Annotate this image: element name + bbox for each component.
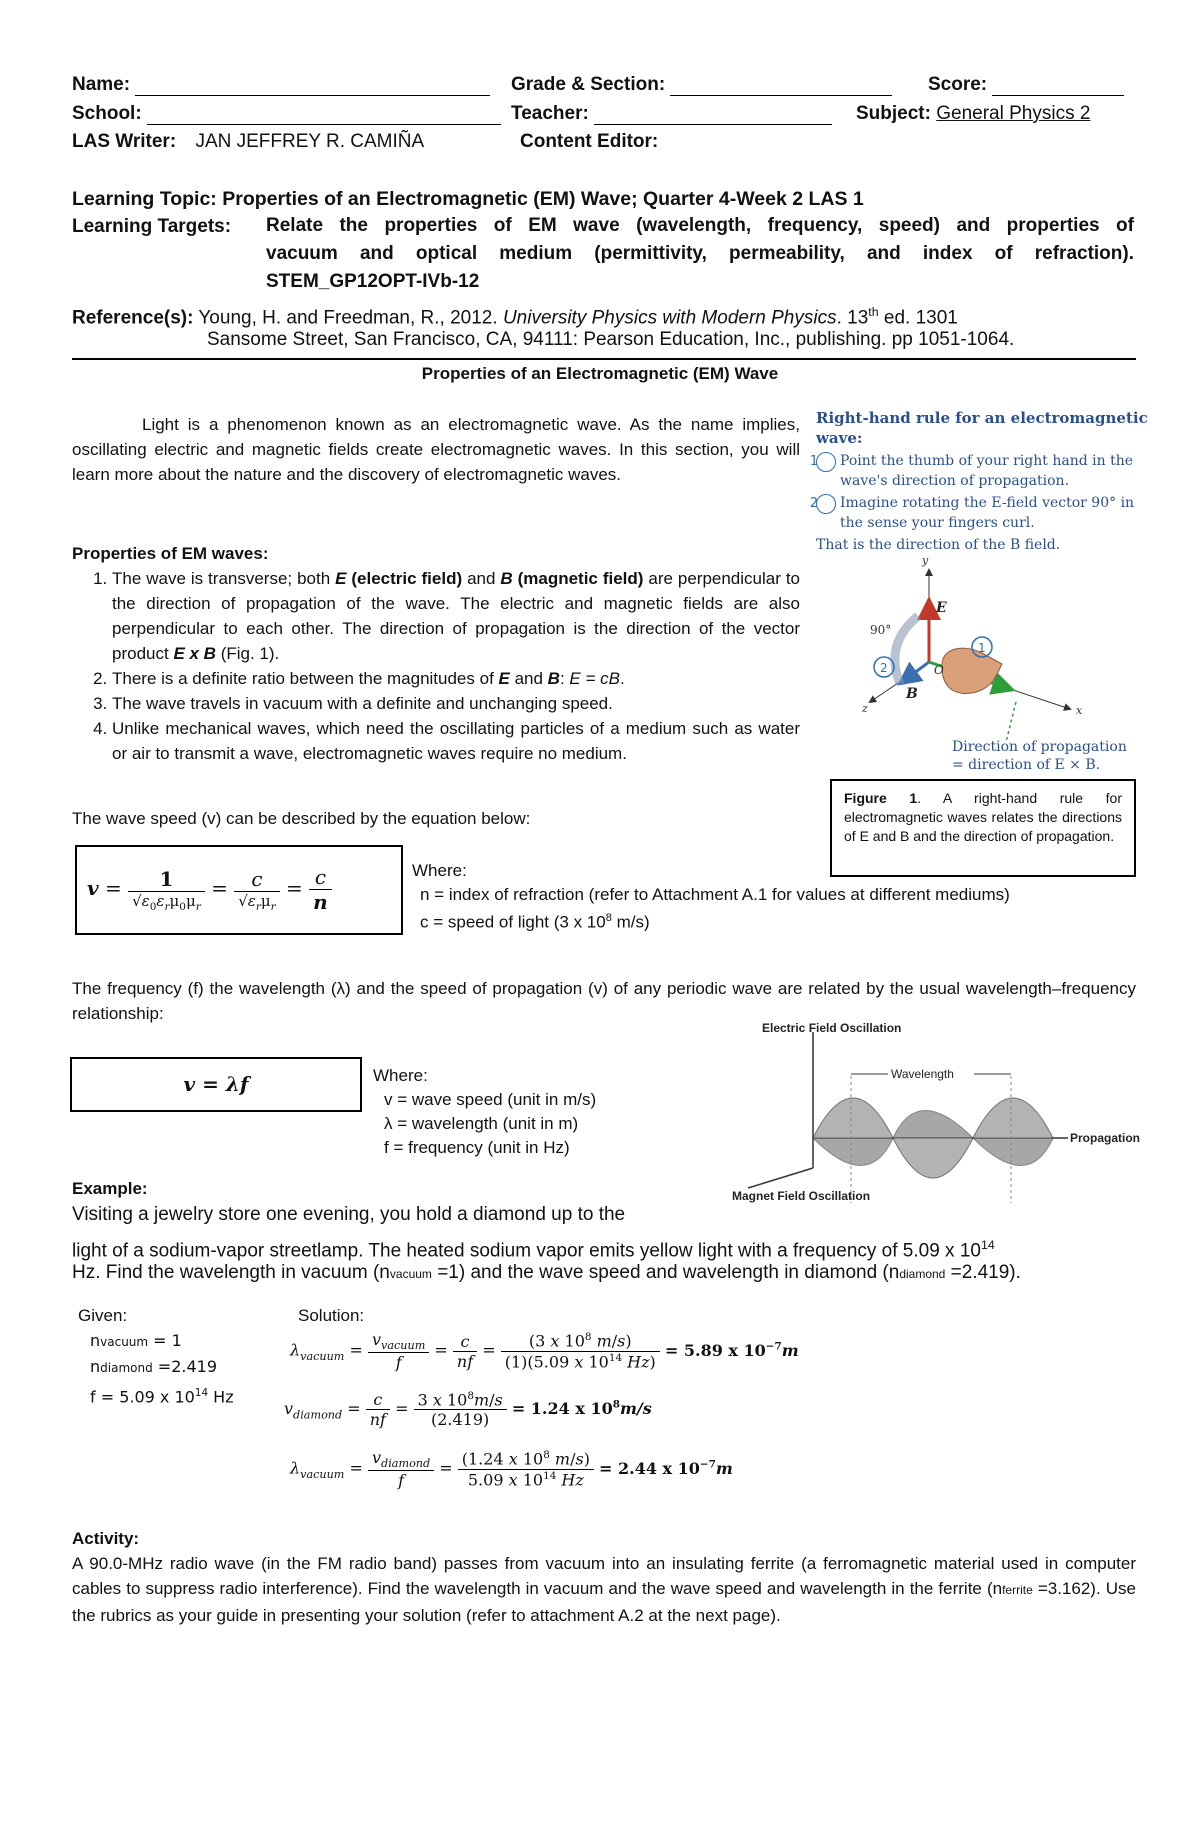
reference-book: University Physics with Modern Physics: [502, 307, 837, 329]
step1-marker-label: 1: [978, 641, 986, 655]
frequency-where: Where:: [373, 1066, 428, 1085]
section-title: Properties of an Electromagnetic (EM) Wave: [421, 364, 779, 383]
caption-text: . A right-hand rule for electromagnetic waves relates the directions of E and B and the direction of propagation.: [844, 790, 1122, 844]
reference-ed: . 13: [836, 307, 869, 329]
grade-field: [511, 74, 892, 96]
z-axis-label: z: [862, 702, 868, 715]
editor-label: Content Editor:: [520, 131, 659, 152]
step2-marker-label: 2: [880, 661, 888, 675]
given-n-vacuum: nvacuum = 1: [90, 1331, 182, 1350]
e-vector-label: E: [936, 600, 947, 616]
targets-code: STEM_GP12OPT-IVb-12: [266, 271, 480, 292]
subject-value: General Physics 2: [936, 103, 1091, 124]
solution-line-1: $\lambda_{vacuum}$ = $\frac{v_{vacuum}}{f}$ = $\frac{c}{nf}$ = $\frac{(3 x 10^8 m/s)}{(1)(5.09 x 10^{14} Hz)}$ = 5.89 x $10^{-7}m$: [290, 1330, 799, 1373]
activity-text: A 90.0-MHz radio wave (in the FM radio band) passes from vacuum into an insulating ferrite (a ferromagnetic material used in computer cables to suppress radio interference). Find the wavelength in vacuum and the wave speed and wavelength in the ferrite (nferrite =3.162). Use the rubrics as your guide in presenting your solution (refer to attachment A.2 at the next page).: [72, 1554, 1136, 1625]
reference-ed-rest: ed. 1301: [878, 307, 958, 329]
school-field: [72, 103, 501, 125]
writer-value: JAN JEFFREY R. CAMIÑA: [195, 131, 425, 152]
wavelength-label: Wavelength: [891, 1067, 954, 1081]
electric-field-label: Electric Field Oscillation: [762, 1021, 902, 1035]
example-heading: Example:: [72, 1179, 148, 1198]
frequency-equation: v = λf: [183, 1072, 249, 1096]
grade-blank[interactable]: [670, 79, 892, 96]
teacher-field: [511, 103, 832, 125]
writer-label: LAS Writer:: [72, 131, 177, 152]
example-line2: light of a sodium-vapor streetlamp. The heated sodium vapor emits yellow light with a frequency of 5.09 x $10^{14}$: [72, 1238, 995, 1262]
targets-line2: vacuum and optical medium (permittivity, permeability, and index of refraction).: [266, 243, 1134, 264]
propagation-pointer: [1006, 702, 1016, 742]
c-definition: c = speed of light (3 x $10^8$ m/s): [420, 912, 650, 932]
lambda-definition: λ = wavelength (unit in m): [384, 1114, 579, 1133]
targets-line1: Relate the properties of EM wave (wavelength, frequency, speed) and properties of: [266, 215, 1134, 236]
propagation-label: Propagation: [1070, 1131, 1141, 1145]
properties-heading: Properties of EM waves:: [72, 544, 269, 563]
wave-speed-where: Where:: [412, 861, 467, 880]
given-n-diamond: ndiamond =2.419: [90, 1357, 217, 1376]
origin-label: O: [934, 663, 944, 677]
teacher-label: Teacher:: [511, 103, 589, 124]
properties-list: [72, 566, 800, 766]
example-line3: Hz. Find the wavelength in vacuum (nvacuum =1) and the wave speed and wavelength in diamond (ndiamond =2.419).: [72, 1262, 1021, 1283]
property-item-4: 4. Unlike mechanical waves, which need the oscillating particles of a medium such as water or air to transmit a wave, electromagnetic waves require no medium.: [112, 716, 800, 766]
figure1-text: [809, 408, 1156, 554]
reference-authors: Young, H. and Freedman, R., 2012.: [198, 307, 498, 329]
figure1-step1: 1 Point the thumb of your right hand in the wave's direction of propagation.: [809, 453, 1134, 489]
score-blank[interactable]: [992, 79, 1124, 96]
n-definition: n = index of refraction (refer to Attachment A.1 for values at different mediums): [420, 885, 1010, 904]
wave-speed-intro: The wave speed (v) can be described by the equation below:: [72, 809, 531, 828]
answer-2: = 1.24 x 10: [511, 1399, 613, 1419]
solution-line-2: $v_{diamond}$ = $\frac{c}{nf}$ = $\frac{3 x 10^8m/s}{(2.419)}$ = 1.24 x $10^8m/s$: [284, 1390, 652, 1430]
targets-label: Learning Targets:: [72, 216, 232, 237]
solution-label: Solution:: [298, 1306, 365, 1325]
figure1-caption: [830, 779, 1136, 877]
em-wave-diagram: [728, 1018, 1148, 1208]
example-line1: Visiting a jewelry store one evening, you hold a diamond up to the: [72, 1204, 626, 1225]
caption-label: Figure 1: [844, 790, 918, 806]
name-label: Name:: [72, 74, 131, 95]
name-blank[interactable]: [135, 79, 490, 96]
grade-label: Grade & Section:: [511, 74, 666, 95]
header-divider: [72, 358, 1136, 360]
intro-paragraph: Light is a phenomenon known as an electromagnetic wave. As the name implies, oscillating electric and magnetic fields create electromagnetic waves. In this section, you will learn more about the nature and the discovery of electromagnetic waves.: [72, 415, 800, 484]
subject-field: [856, 103, 1090, 125]
property-item-3: 3. The wave travels in vacuum with a definite and unchanging speed.: [112, 691, 800, 716]
given-frequency: f = 5.09 x $10^{14}$ Hz: [90, 1387, 234, 1407]
x-axis-label: x: [1076, 704, 1083, 717]
figure1-title: Right-hand rule for an electromagnetic wave:: [816, 409, 1148, 447]
wave-speed-equation-box: [75, 845, 403, 935]
reference-line2: Sansome Street, San Francisco, CA, 94111: Pearson Education, Inc., publishing. pp 1051-1064.: [207, 329, 1015, 350]
solution-line-3: $\lambda_{vacuum}$ = $\frac{v_{diamond}}{f}$ = $\frac{(1.24 x 10^8 m/s)}{5.09 x 10^{14} Hz}$ = 2.44 x $10^{-7}m$: [290, 1448, 733, 1491]
magnetic-axis: [748, 1168, 813, 1188]
school-blank[interactable]: [147, 108, 501, 125]
answer-1: = 5.89 x 10: [664, 1340, 766, 1360]
name-field: [72, 74, 490, 96]
reference-ed-sup: th: [868, 305, 879, 319]
frequency-paragraph: The frequency (f) the wavelength (λ) and the speed of propagation (v) of any periodic wave are related by the usual wavelength–frequency relationship:: [72, 979, 1136, 1023]
frequency-equation-box: [70, 1057, 362, 1112]
answer-3: = 2.44 x 10: [599, 1458, 700, 1478]
teacher-blank[interactable]: [594, 108, 832, 125]
given-label: Given:: [78, 1306, 128, 1325]
topic-label: Learning Topic:: [72, 188, 217, 210]
b-field-vector: [902, 662, 929, 682]
score-label: Score:: [928, 74, 988, 95]
score-field: [928, 74, 1124, 96]
writer-field: [72, 131, 424, 153]
figure1-prop-line2: = direction of E × B.: [952, 757, 1101, 773]
f-definition: f = frequency (unit in Hz): [384, 1138, 570, 1157]
wave-speed-equation: v = $\frac{1}{√\varepsilon_0\varepsilon_r\mu_0\mu_r}$ = $\frac{c}{√\varepsilon_r\mu_r}$ = $\frac{c}{n}$: [87, 865, 332, 914]
school-label: School:: [72, 103, 142, 124]
learning-topic: [72, 188, 864, 211]
magnet-field-label: Magnet Field Oscillation: [732, 1189, 871, 1203]
hand-icon: [942, 648, 1002, 693]
figure1-prop-line1: Direction of propagation: [952, 739, 1127, 755]
figure1-result: That is the direction of the B field.: [816, 537, 1061, 553]
subject-label: Subject:: [856, 103, 931, 124]
activity-heading: Activity:: [72, 1529, 140, 1548]
figure1-step2: 2 Imagine rotating the E-field vector 90° in the sense your fingers curl.: [809, 495, 1135, 531]
y-axis-label: y: [922, 554, 929, 567]
topic-value: Properties of an Electromagnetic (EM) Wave; Quarter 4-Week 2 LAS 1: [222, 188, 864, 210]
figure1-prop-label: [952, 738, 1127, 774]
v-definition: v = wave speed (unit in m/s): [384, 1090, 597, 1109]
angle-label: 90°: [870, 623, 892, 637]
b-vector-label: B: [906, 686, 918, 702]
property-item-1: 1. The wave is transverse; both E (electric field) and B (magnetic field) are perpendicular to the direction of propagation of the wave. The electric and magnetic fields are also perpendicular to each other. The direction of propagation is the direction of the vector product E x B (Fig. 1).: [112, 566, 800, 666]
property-item-2: 2. There is a definite ratio between the magnitudes of E and B: E = cB.: [112, 666, 800, 691]
reference-label: Reference(s):: [72, 307, 194, 329]
